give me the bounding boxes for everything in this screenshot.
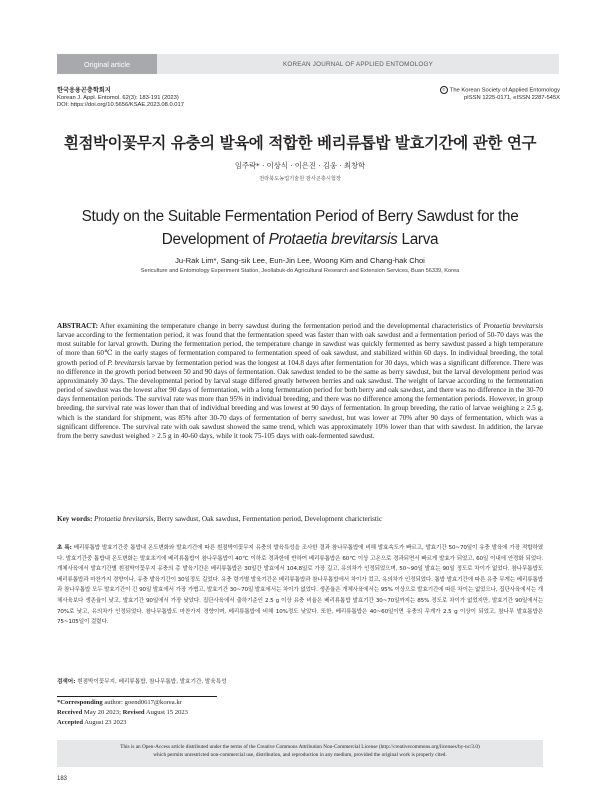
received-date: May 20 2023; — [82, 709, 121, 717]
abstract-text-3: larvae by fermentation period was the longest at 104.8 days after fermentation for 30 days, which was a significant difference. There was no difference in the growth period between 50 and 90 days of fermentation. Oak sawdust tended to be the same as berry sawdust, but the larval development period was approximately 30 days. The developmental period by larval stage differed greatly between berries and oak sawdust. The weight of larvae according to the fermentation period of sawdust was the lowest after 90 days of fermentation, with a long fermentation period for both berry and oak sawdust, and there was no difference in the 30-70 days fermentation periods. The survival rate was more than 95% in individual breeding, and there was no difference among the fermentation periods. However, in group breeding, the survival rate was lower than that of individual breeding and was lowest at 90 days of fermentation. In group breeding, the ratio of larvae weighing ≥ 2.5 g, which is the standard for shipment, was 85% after 30-70 days of fermentation of berry sawdust, but was lower at 70% after 90 days of fermentation, which was a significant difference. The survival rate with oak sawdust showed the same trend, which was approximately 10% lower than that with sawdust. In addition, the larvae from the berry sawdust weighed > 2.5 g in 40-60 days, while it took 75-105 days with oak-fermented sawdust. — [57, 358, 543, 440]
citation-reference: Korean J. Appl. Entomol. 62(3): 183-191 (2023) — [57, 94, 179, 101]
journal-header-bar — [57, 54, 559, 74]
english-affiliation: Sericulture and Entomology Experiment Station, Jeollabuk-do Agricultural Research and Extension Services, Buan 56339, Korea — [140, 268, 460, 274]
korean-keywords-list: 흰점박이꽃무지, 베리류톱밥, 참나무톱밥, 발효기간, 발육특성 — [75, 679, 227, 685]
abstract-text-2: larvae according to the fermentation period, it was found that the fermentation speed was faster than with oak sawdust and a fermentation period of 50-70 days was the most suitable for larval growth. During the fermentation period, the temperature change in sawdust was quickly fermented as berry sawdust passed a high temperature of more than 60℃ in the early stages of fermentation compared to fermentation speed of oak sawdust, and stabilized within 60 days. In individual breeding, the total growth period of — [57, 331, 543, 367]
doi-link[interactable]: DOI: https://doi.org/10.5656/KSAE.2023.08.0.017 — [57, 102, 184, 109]
correspondence-block — [57, 698, 188, 729]
korean-affiliation: 전라북도농업기술원 잠사곤충시험장 — [259, 176, 341, 182]
page-number: 183 — [57, 776, 68, 782]
citation-block — [57, 87, 184, 110]
title-suffix: Larva — [397, 231, 439, 248]
title-species: Protaetia brevitarsis — [268, 231, 398, 248]
footnote-divider — [57, 696, 217, 697]
corresponding-label: *Corresponding — [57, 699, 103, 706]
journal-korean-name: 한국응용곤충학회지 — [57, 87, 111, 94]
copyright-icon: © — [440, 86, 448, 94]
license-line-1: This is an Open-Access article distributed under the terms of the Creative Commons Attribution Non-Commercial License (http://creativecommons.org/licenses/by-nc/3.0) — [120, 744, 480, 750]
korean-title: 흰점박이꽃무지 유충의 발육에 적합한 베리류톱밥 발효기간에 관한 연구 — [63, 134, 537, 152]
accepted-date: August 23 2023 — [83, 719, 127, 727]
revised-date: August 15 2023 — [144, 709, 188, 717]
keywords-list: , Berry sawdust, Oak sawdust, Fermentation period, Development charicteristic — [153, 515, 383, 523]
license-line-2: which permits unrestricted non-commercial use, distribution, and reproduction in any medium, provided the original work is properly cited. — [153, 752, 447, 759]
korean-authors: 임주락* · 이상식 · 이은진 · 김웅 · 최창학 — [234, 161, 366, 170]
corresponding-email[interactable]: goend0617@korea.kr — [124, 699, 182, 706]
abstract-species-2: P. brevitarsis — [107, 358, 146, 367]
english-title — [40, 205, 560, 251]
abstract-species-1: Protaetia brevitarsis — [483, 322, 543, 330]
english-keywords — [57, 515, 543, 524]
license-box — [57, 740, 543, 767]
korean-keywords-label: 검색어: — [57, 679, 76, 685]
abstract-text-1: After examining the temperature change in berry sawdust during the fermentation period and the developmental characteristics of — [98, 322, 484, 330]
keywords-species: Protaetia brevitarsis — [94, 515, 154, 523]
revised-label: Revised — [120, 709, 145, 717]
journal-name-label: KOREAN JOURNAL OF APPLIED ENTOMOLOGY — [157, 54, 559, 74]
accepted-label: Accepted — [57, 719, 83, 727]
korean-abstract — [57, 543, 543, 628]
keywords-label: Key words: — [57, 515, 93, 523]
korean-abstract-text: 베리류톱밥 발효기간중 톱밥내 온도변화와 발효기간에 따른 흰점박이꽃무지 유충의 발육특성을 조사한 결과 참나무톱밥에 비해 발효속도가 빠르고, 발효기간 50~70일이 유충 발육에 가장 적합하였다. 발효기간중 톱밥내 온도변화는 발효초기에 베리류톱밥이 참나무톱밥이 40℃ 이하로 경과한데 반하여 베리류톱밥은 60℃ 이상 고온으로 경과되면서 빠르게 발효가 되었고, 60일 이내에 안정화 되었다. 개체사육에서 발효기간별 흰점박이꽃무지 유충의 총 발육기간은 베리류톱밥은 30일간 발효에서 104.8일로 가장 길고, 유의차가 인정되었으며, 50~90일 발효는 90일 정도로 차이가 없었다. 참나무톱밥도 베리류톱밥과 마찬가지 경향이나, 유충 발육기간이 30일정도 길었다. 유충 령기별 발육기간은 베리류톱밥과 참나무톱밥에서 차이가 컸고, 유의차가 인정되었다. 톱밥 발효기간에 따른 유충 무게는 베리류톱밥과 참나무톱밥 모두 발효기간이 긴 90일 발효에서 가장 가볍고, 발효기간 30~70일 발효에서는 차이가 없었다. 생존율은 개체사육에서는 95% 이상으로 발효기간에 따른 차이는 없었으나, 집단사육에서는 개체사육보다 생존율이 낮고, 발효기간 90일에서 가장 낮았다. 집단사육에서 출하기준인 2.5 g 이상 유충 비율은 베리류톱밥 발효기간 30~70일까지는 85% 정도로 차이가 없었지만, 발효기간 90일에서는 70%로 낮고, 유의차가 인정되었다. 참나무톱밥도 마찬가지 경향이며, 베리류톱밥에 비해 10%정도 낮았다. 또한, 베리류톱밥은 40~60일이면 유충의 무게가 2.5 g 이상이 되었고, 참나무 발효톱밥은 75~105일이 걸렸다. — [57, 545, 543, 626]
english-abstract — [57, 322, 543, 441]
corresponding-author-word: author: — [102, 699, 125, 706]
copyright-text: The Korean Society of Applied Entomology — [449, 87, 560, 94]
english-title-line2 — [40, 228, 560, 251]
issn-text: pISSN 1225-0171, eISSN 2287-545X — [463, 95, 560, 102]
title-prefix: Development of — [161, 231, 269, 248]
abstract-label: ABSTRACT: — [57, 322, 99, 330]
korean-abstract-label: 초 록: — [57, 545, 72, 551]
korean-keywords — [57, 678, 543, 687]
copyright-block — [440, 86, 560, 103]
article-type-label: Original article — [57, 54, 157, 74]
received-label: Received — [57, 709, 83, 717]
english-authors: Ju-Rak Lim*, Sang-sik Lee, Eun-Jin Lee, Woong Kim and Chang-hak Choi — [175, 256, 425, 265]
english-title-line1: Study on the Suitable Fermentation Period of Berry Sawdust for the — [81, 208, 519, 225]
